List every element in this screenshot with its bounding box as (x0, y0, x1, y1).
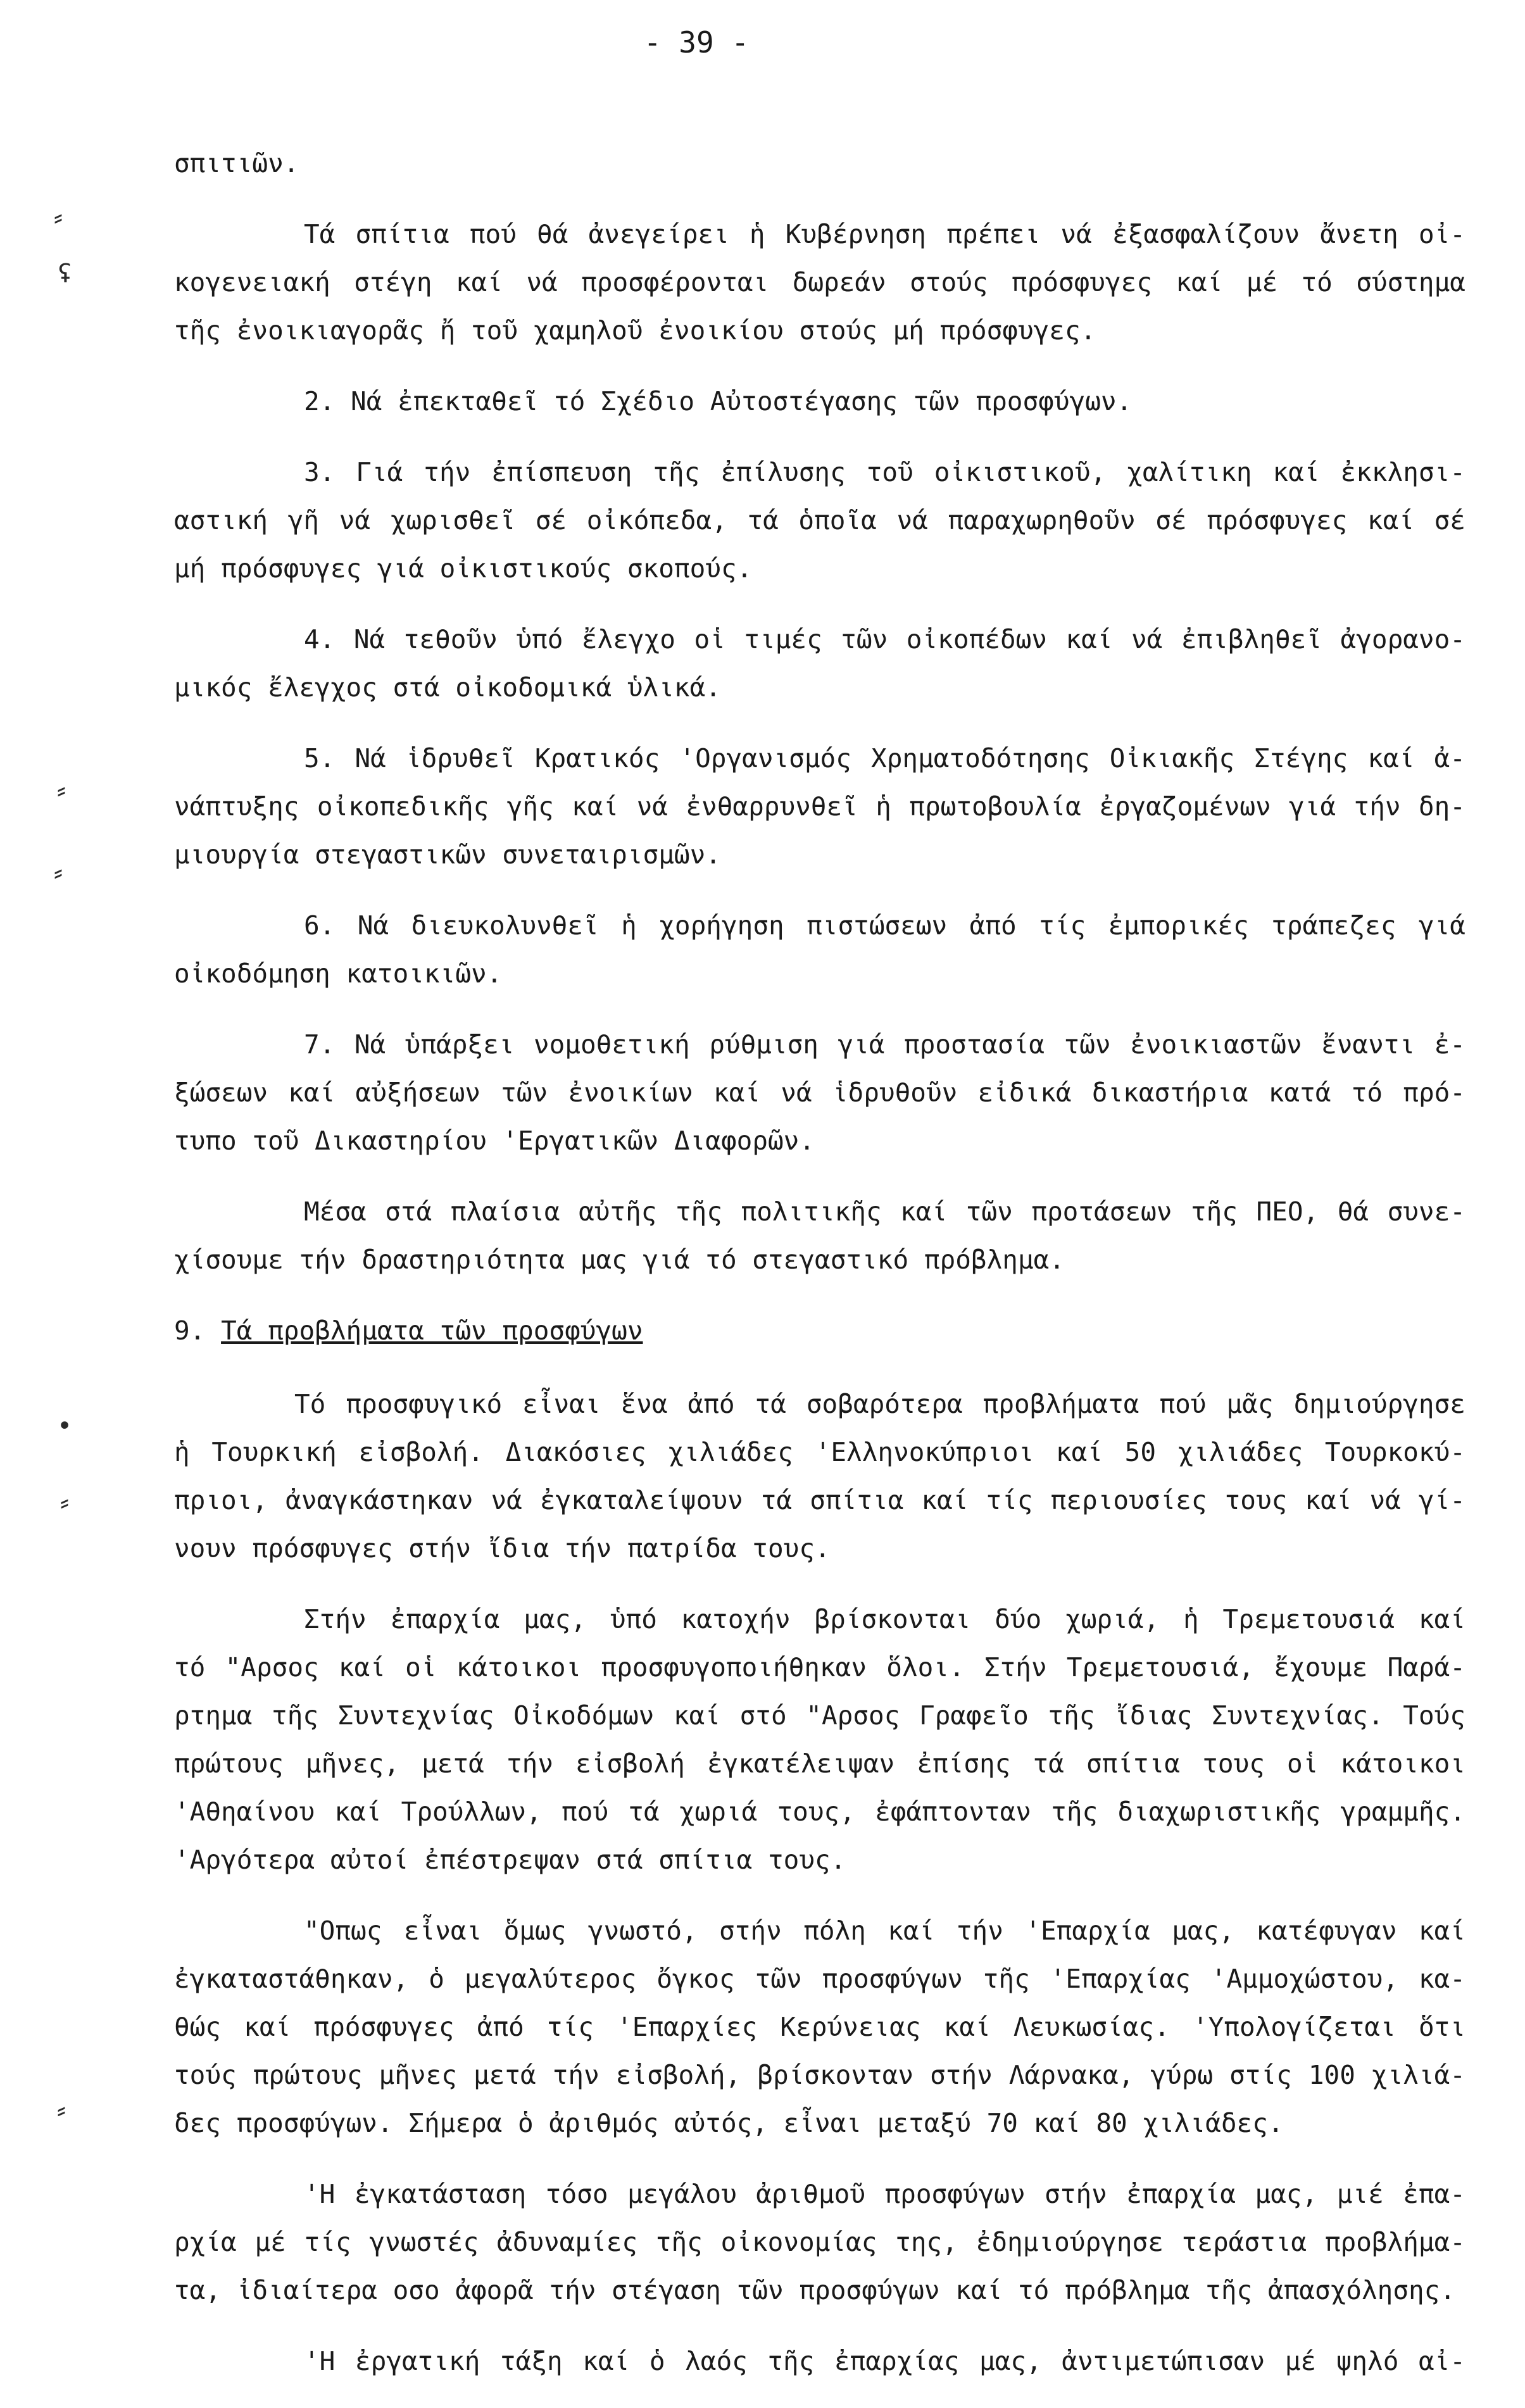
text-line: "Οπως εἶναι ὅμως γνωστό, στήν πόλη καί τήν 'Επαρχία μας, κατέφυγαν καί (304, 1916, 1465, 1946)
section-paragraph (174, 1907, 1465, 2147)
text-line: 'Η ἐργατική τάξη καί ὁ λαός τῆς ἐπαρχίας μας, ἀντιμετώπισαν μέ ψηλό αἰ- (304, 2346, 1465, 2376)
intro-paragraph (174, 210, 1465, 354)
margin-mark: ⸗ (54, 775, 70, 805)
text-line: Τά σπίτια πού θά ἀνεγείρει ἡ Κυβέρνηση πρέπει νά ἐξασφαλίζουν ἄνετη οἰ- (304, 219, 1465, 249)
text-line: χίσουμε τήν δραστηριότητα μας γιά τό στεγαστικό πρόβλημα. (174, 1245, 1065, 1275)
margin-mark: • (57, 1412, 73, 1441)
text-line: ξώσεων καί αὐξήσεων τῶν ἐνοικίων καί νά ἱδρυθοῦν εἰδικά δικαστήρια κατά τό πρό- (174, 1077, 1465, 1108)
text-line: 'Αθηαίνου καί Τρούλλων, πού τά χωριά τους, ἐφάπτονταν τῆς διαχωριστικῆς γραμμῆς. (174, 1797, 1465, 1827)
text-line: 'Αργότερα αὐτοί ἐπέστρεψαν στά σπίτια τους. (174, 1845, 846, 1875)
section-heading (174, 1307, 1465, 1355)
text-line: σπιτιῶν. (174, 148, 299, 179)
list-item (174, 377, 1465, 425)
document-body (174, 139, 1465, 2408)
section-paragraph (174, 1595, 1465, 1884)
margin-mark: ⸗ (54, 2095, 70, 2124)
list-item (174, 734, 1465, 879)
text-line: 5. Νά ἱδρυθεῖ Κρατικός 'Οργανισμός Χρηματοδότησης Οἰκιακῆς Στέγης καί ἀ- (304, 743, 1465, 774)
list-item (174, 448, 1465, 593)
text-line: 2. Νά ἐπεκταθεῖ τό Σχέδιο Αὐτοστέγασης τῶν προσφύγων. (304, 386, 1133, 417)
margin-mark: ⸗ (51, 858, 66, 887)
text-line: πρώτους μῆνες, μετά τήν εἰσβολή ἐγκατέλειψαν ἐπίσης τά σπίτια τους οἱ κάτοικοι (174, 1748, 1465, 1779)
text-line: ρχία μέ τίς γνωστές ἀδυναμίες τῆς οἰκονομίας της, ἐδημιούργησε τεράστια προβλήμα- (174, 2227, 1465, 2257)
text-line: θώς καί πρόσφυγες ἀπό τίς 'Επαρχίες Κερύνειας καί Λευκωσίας. 'Υπολογίζεται ὅτι (174, 2012, 1465, 2042)
text-line: οἰκοδόμηση κατοικιῶν. (174, 958, 503, 989)
text-line: ἡ Τουρκική εἰσβολή. Διακόσιες χιλιάδες 'Ελληνοκύπριοι καί 50 χιλιάδες Τουρκοκύ- (174, 1437, 1465, 1467)
text-line: τυπο τοῦ Δικαστηρίου 'Εργατικῶν Διαφορῶν. (174, 1126, 815, 1156)
closing-paragraph (174, 1188, 1465, 1284)
text-line: 7. Νά ὑπάρξει νομοθετική ρύθμιση γιά προστασία τῶν ἐνοικιαστῶν ἔναντι ἐ- (304, 1029, 1465, 1060)
margin-mark: ⸗ (57, 1488, 73, 1517)
list-item (174, 615, 1465, 712)
text-line: 6. Νά διευκολυνθεῖ ἡ χορήγηση πιστώσεων ἀπό τίς ἐμπορικές τράπεζες γιά (304, 910, 1465, 941)
page-number: - 39 - (643, 25, 750, 60)
text-line: ρτημα τῆς Συντεχνίας Οἰκοδόμων καί στό "Αρσος Γραφεῖο τῆς ἴδιας Συντεχνίας. Τούς (174, 1700, 1465, 1731)
list-item (174, 901, 1465, 998)
section-paragraph (174, 2337, 1465, 2385)
text-line: αστική γῆ νά χωρισθεῖ σέ οἰκόπεδα, τά ὁποῖα νά παραχωρηθοῦν σέ πρόσφυγες καί σέ (174, 505, 1465, 536)
margin-mark: ʢ (57, 260, 73, 289)
text-line: 3. Γιά τήν ἐπίσπευση τῆς ἐπίλυσης τοῦ οἰκιστικοῦ, χαλίτικη καί ἐκκλησι- (304, 457, 1465, 487)
text-line: πριοι, ἀναγκάστηκαν νά ἐγκαταλείψουν τά σπίτια καί τίς περιουσίες τους καί νά γί- (174, 1485, 1465, 1515)
text-line: Μέσα στά πλαίσια αὐτῆς τῆς πολιτικῆς καί τῶν προτάσεων τῆς ΠΕΟ, θά συνε- (304, 1196, 1465, 1227)
text-line: τούς πρώτους μῆνες μετά τήν εἰσβολή, βρίσκονταν στήν Λάρνακα, γύρω στίς 100 χιλιά- (174, 2060, 1465, 2090)
list-item (174, 1020, 1465, 1165)
text-line: μή πρόσφυγες γιά οἰκιστικούς σκοπούς. (174, 553, 753, 584)
text-line: Στήν ἐπαρχία μας, ὑπό κατοχήν βρίσκονται δύο χωριά, ἡ Τρεμετουσιά καί (304, 1604, 1465, 1634)
margin-mark: ⸗ (51, 203, 66, 232)
section-paragraph (174, 2170, 1465, 2314)
section-title: Τά προβλήματα τῶν προσφύγων (221, 1315, 643, 1346)
text-line: 'Η ἐγκατάσταση τόσο μεγάλου ἀριθμοῦ προσφύγων στήν ἐπαρχία μας, μιέ ἐπα- (304, 2179, 1465, 2209)
text-line: τα, ἰδιαίτερα οσο ἀφορᾶ τήν στέγαση τῶν προσφύγων καί τό πρόβλημα τῆς ἀπασχόλησης. (174, 2275, 1456, 2305)
text-line: νουν πρόσφυγες στήν ἴδια τήν πατρίδα τους. (174, 1533, 831, 1564)
text-line: τό "Αρσος καί οἱ κάτοικοι προσφυγοποιήθηκαν ὅλοι. Στήν Τρεμετουσιά, ἔχουμε Παρά- (174, 1652, 1465, 1683)
section-number: 9. (174, 1315, 206, 1346)
text-line: δες προσφύγων. Σήμερα ὁ ἀριθμός αὐτός, εἶναι μεταξύ 70 καί 80 χιλιάδες. (174, 2108, 1284, 2138)
text-line: Τό προσφυγικό εἶναι ἕνα ἀπό τά σοβαρότερα προβλήματα πού μᾶς δημιούργησε (294, 1389, 1465, 1419)
text-line: 4. Νά τεθοῦν ὑπό ἔλεγχο οἱ τιμές τῶν οἰκοπέδων καί νά ἐπιβληθεῖ ἀγορανο- (304, 624, 1465, 655)
text-line: νάπτυξης οἰκοπεδικῆς γῆς καί νά ἐνθαρρυνθεῖ ἡ πρωτοβουλία ἐργαζομένων γιά τήν δη- (174, 791, 1465, 822)
text-line: τῆς ἐνοικιαγορᾶς ἤ τοῦ χαμηλοῦ ἐνοικίου στούς μή πρόσφυγες. (174, 315, 1096, 346)
text-line: μικός ἔλεγχος στά οἰκοδομικά ὑλικά. (174, 672, 721, 703)
text-line: μιουργία στεγαστικῶν συνεταιρισμῶν. (174, 839, 721, 870)
text-line: κογενειακή στέγη καί νά προσφέρονται δωρεάν στούς πρόσφυγες καί μέ τό σύστημα (174, 267, 1465, 298)
text-line: ἐγκαταστάθηκαν, ὁ μεγαλύτερος ὄγκος τῶν προσφύγων τῆς 'Επαρχίας 'Αμμοχώστου, κα- (174, 1964, 1465, 1994)
continuation-text (174, 139, 1465, 187)
section-paragraph (174, 1380, 1465, 1572)
